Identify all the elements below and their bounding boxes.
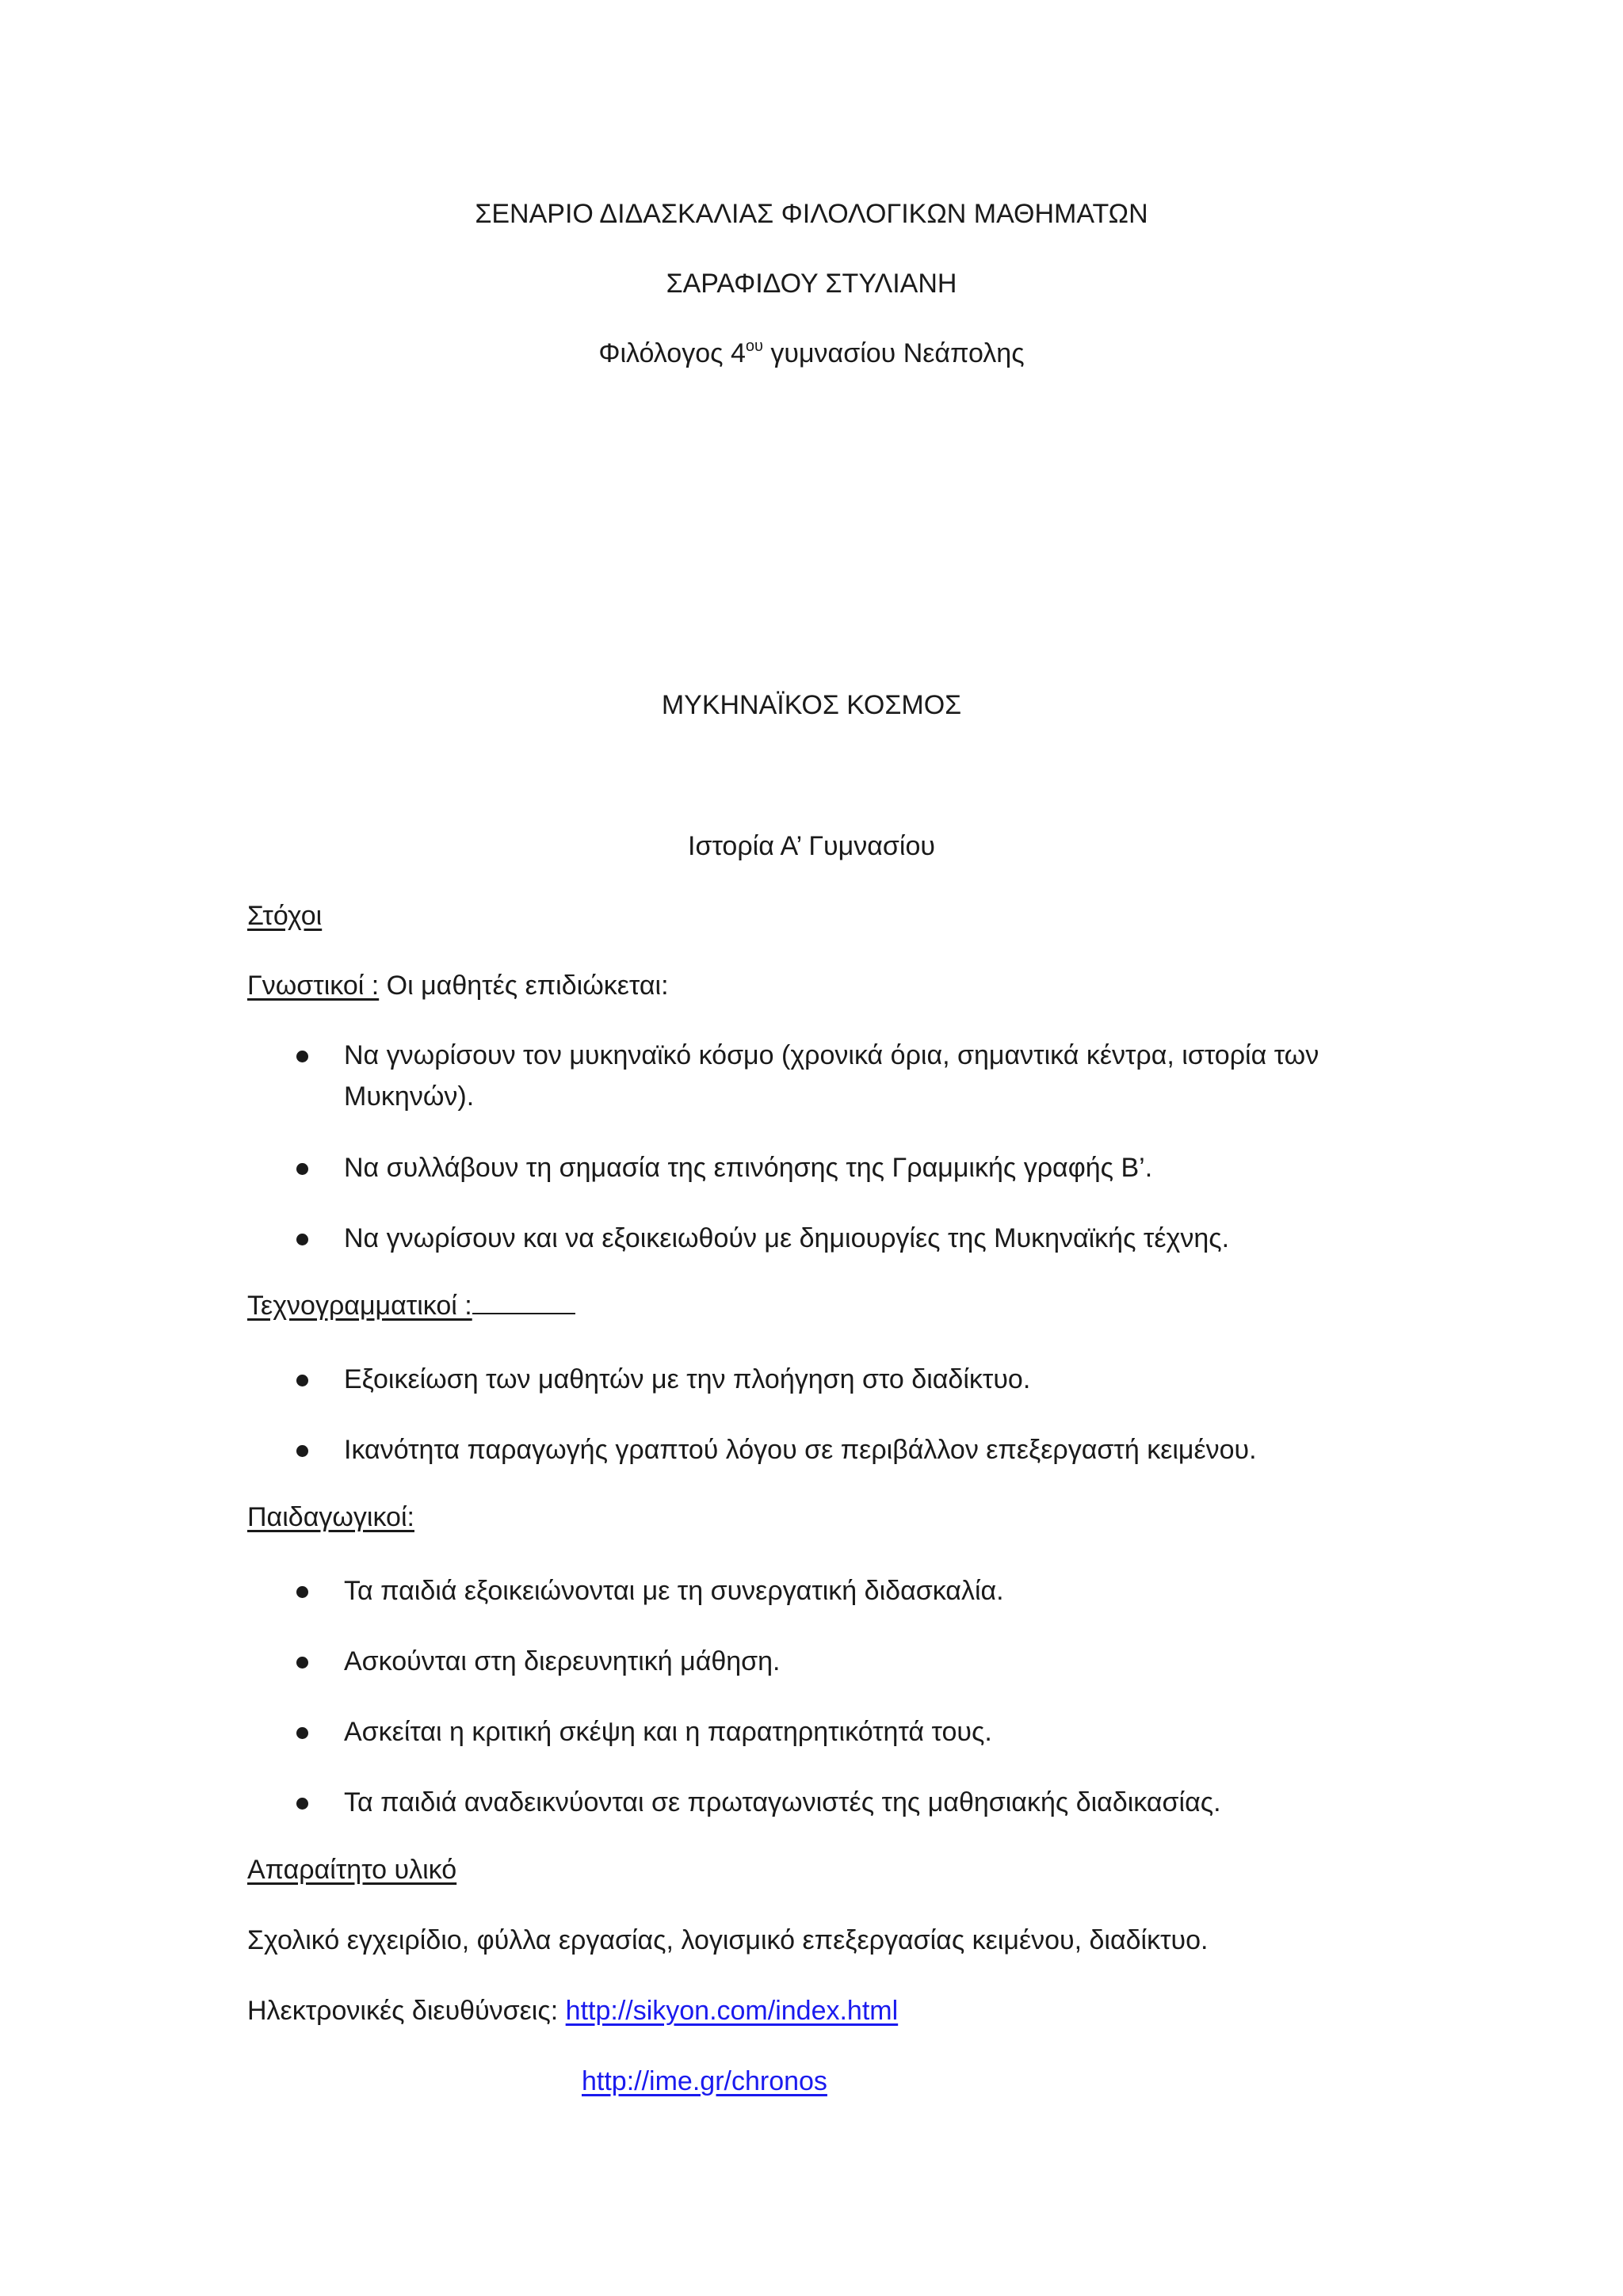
goals-heading: Στόχοι: [247, 901, 323, 931]
cognitive-intro: Οι μαθητές επιδιώκεται:: [379, 971, 669, 1001]
document-title: ΣΕΝΑΡΙΟ ΔΙΔΑΣΚΑΛΙΑΣ ΦΙΛΟΛΟΓΙΚΩΝ ΜΑΘΗΜΑΤΩΝ: [475, 199, 1148, 229]
cognitive-item-1: Να γνωρίσουν τον μυκηναϊκό κόσμο (χρονικά όρια, σημαντικά κέντρα, ιστορία των Μυκηνών).: [344, 1040, 1319, 1112]
topic-title: ΜΥΚΗΝΑΪΚΟΣ ΚΟΣΜΟΣ: [661, 690, 962, 720]
link-ime-chronos[interactable]: http://ime.gr/chronos: [582, 2066, 827, 2096]
bullet-icon: [296, 1586, 308, 1598]
tech-label: Τεχνογραμματικοί :: [247, 1291, 472, 1321]
tech-item-1: Εξοικείωση των μαθητών με την πλοήγηση στο διαδίκτυο.: [344, 1364, 1031, 1394]
bullet-icon: [296, 1445, 308, 1457]
links-label: Ηλεκτρονικές διευθύνσεις:: [247, 1996, 559, 2026]
pedagogical-label: Παιδαγωγικοί:: [247, 1502, 414, 1532]
author-role-superscript: ου: [745, 337, 763, 355]
cognitive-goals: [247, 968, 669, 1003]
links-line-2: [582, 2064, 827, 2099]
pedagogical-item-1: Τα παιδιά εξοικειώνονται με τη συνεργατική διδασκαλία.: [344, 1576, 1004, 1606]
bullet-icon: [296, 1163, 308, 1175]
bullet-icon: [296, 1727, 308, 1739]
pedagogical-item-4: Τα παιδιά αναδεικνύονται σε πρωταγωνιστές της μαθησιακής διαδικασίας.: [344, 1787, 1221, 1817]
pedagogical-item-2: Ασκούνται στη διερευνητική μάθηση.: [344, 1646, 781, 1676]
tech-goals: [247, 1288, 575, 1323]
cognitive-label: Γνωστικοί :: [247, 971, 380, 1001]
author-name: ΣΑΡΑΦΙΔΟΥ ΣΤΥΛΙΑΝΗ: [666, 269, 957, 299]
bullet-icon: [296, 1234, 308, 1245]
links-line: [247, 1993, 898, 2028]
author-role: [0, 336, 1623, 371]
author-role-suffix: γυμνασίου Νεάπολης: [762, 338, 1025, 368]
cognitive-item-3: Να γνωρίσουν και να εξοικειωθούν με δημιουργίες της Μυκηναϊκής τέχνης.: [344, 1223, 1230, 1253]
bullet-icon: [296, 1051, 308, 1062]
cognitive-item-2: Να συλλάβουν τη σημασία της επινόησης της Γραμμικής γραφής Β’.: [344, 1153, 1153, 1183]
materials-text: Σχολικό εγχειρίδιο, φύλλα εργασίας, λογισμικό επεξεργασίας κειμένου, διαδίκτυο.: [247, 1925, 1209, 1955]
bullet-icon: [296, 1375, 308, 1386]
bullet-icon: [296, 1657, 308, 1669]
blank-underline: [472, 1289, 575, 1314]
link-sikyon[interactable]: http://sikyon.com/index.html: [565, 1996, 899, 2026]
author-role-prefix: Φιλόλογος 4: [598, 338, 746, 368]
bullet-icon: [296, 1798, 308, 1810]
pedagogical-item-3: Ασκείται η κριτική σκέψη και η παρατηρητικότητά τους.: [344, 1717, 992, 1747]
tech-item-2: Ικανότητα παραγωγής γραπτού λόγου σε περιβάλλον επεξεργαστή κειμένου.: [344, 1435, 1257, 1465]
materials-heading: Απαραίτητο υλικό: [247, 1855, 457, 1885]
topic-subject: Ιστορία Α’ Γυμνασίου: [688, 831, 935, 861]
